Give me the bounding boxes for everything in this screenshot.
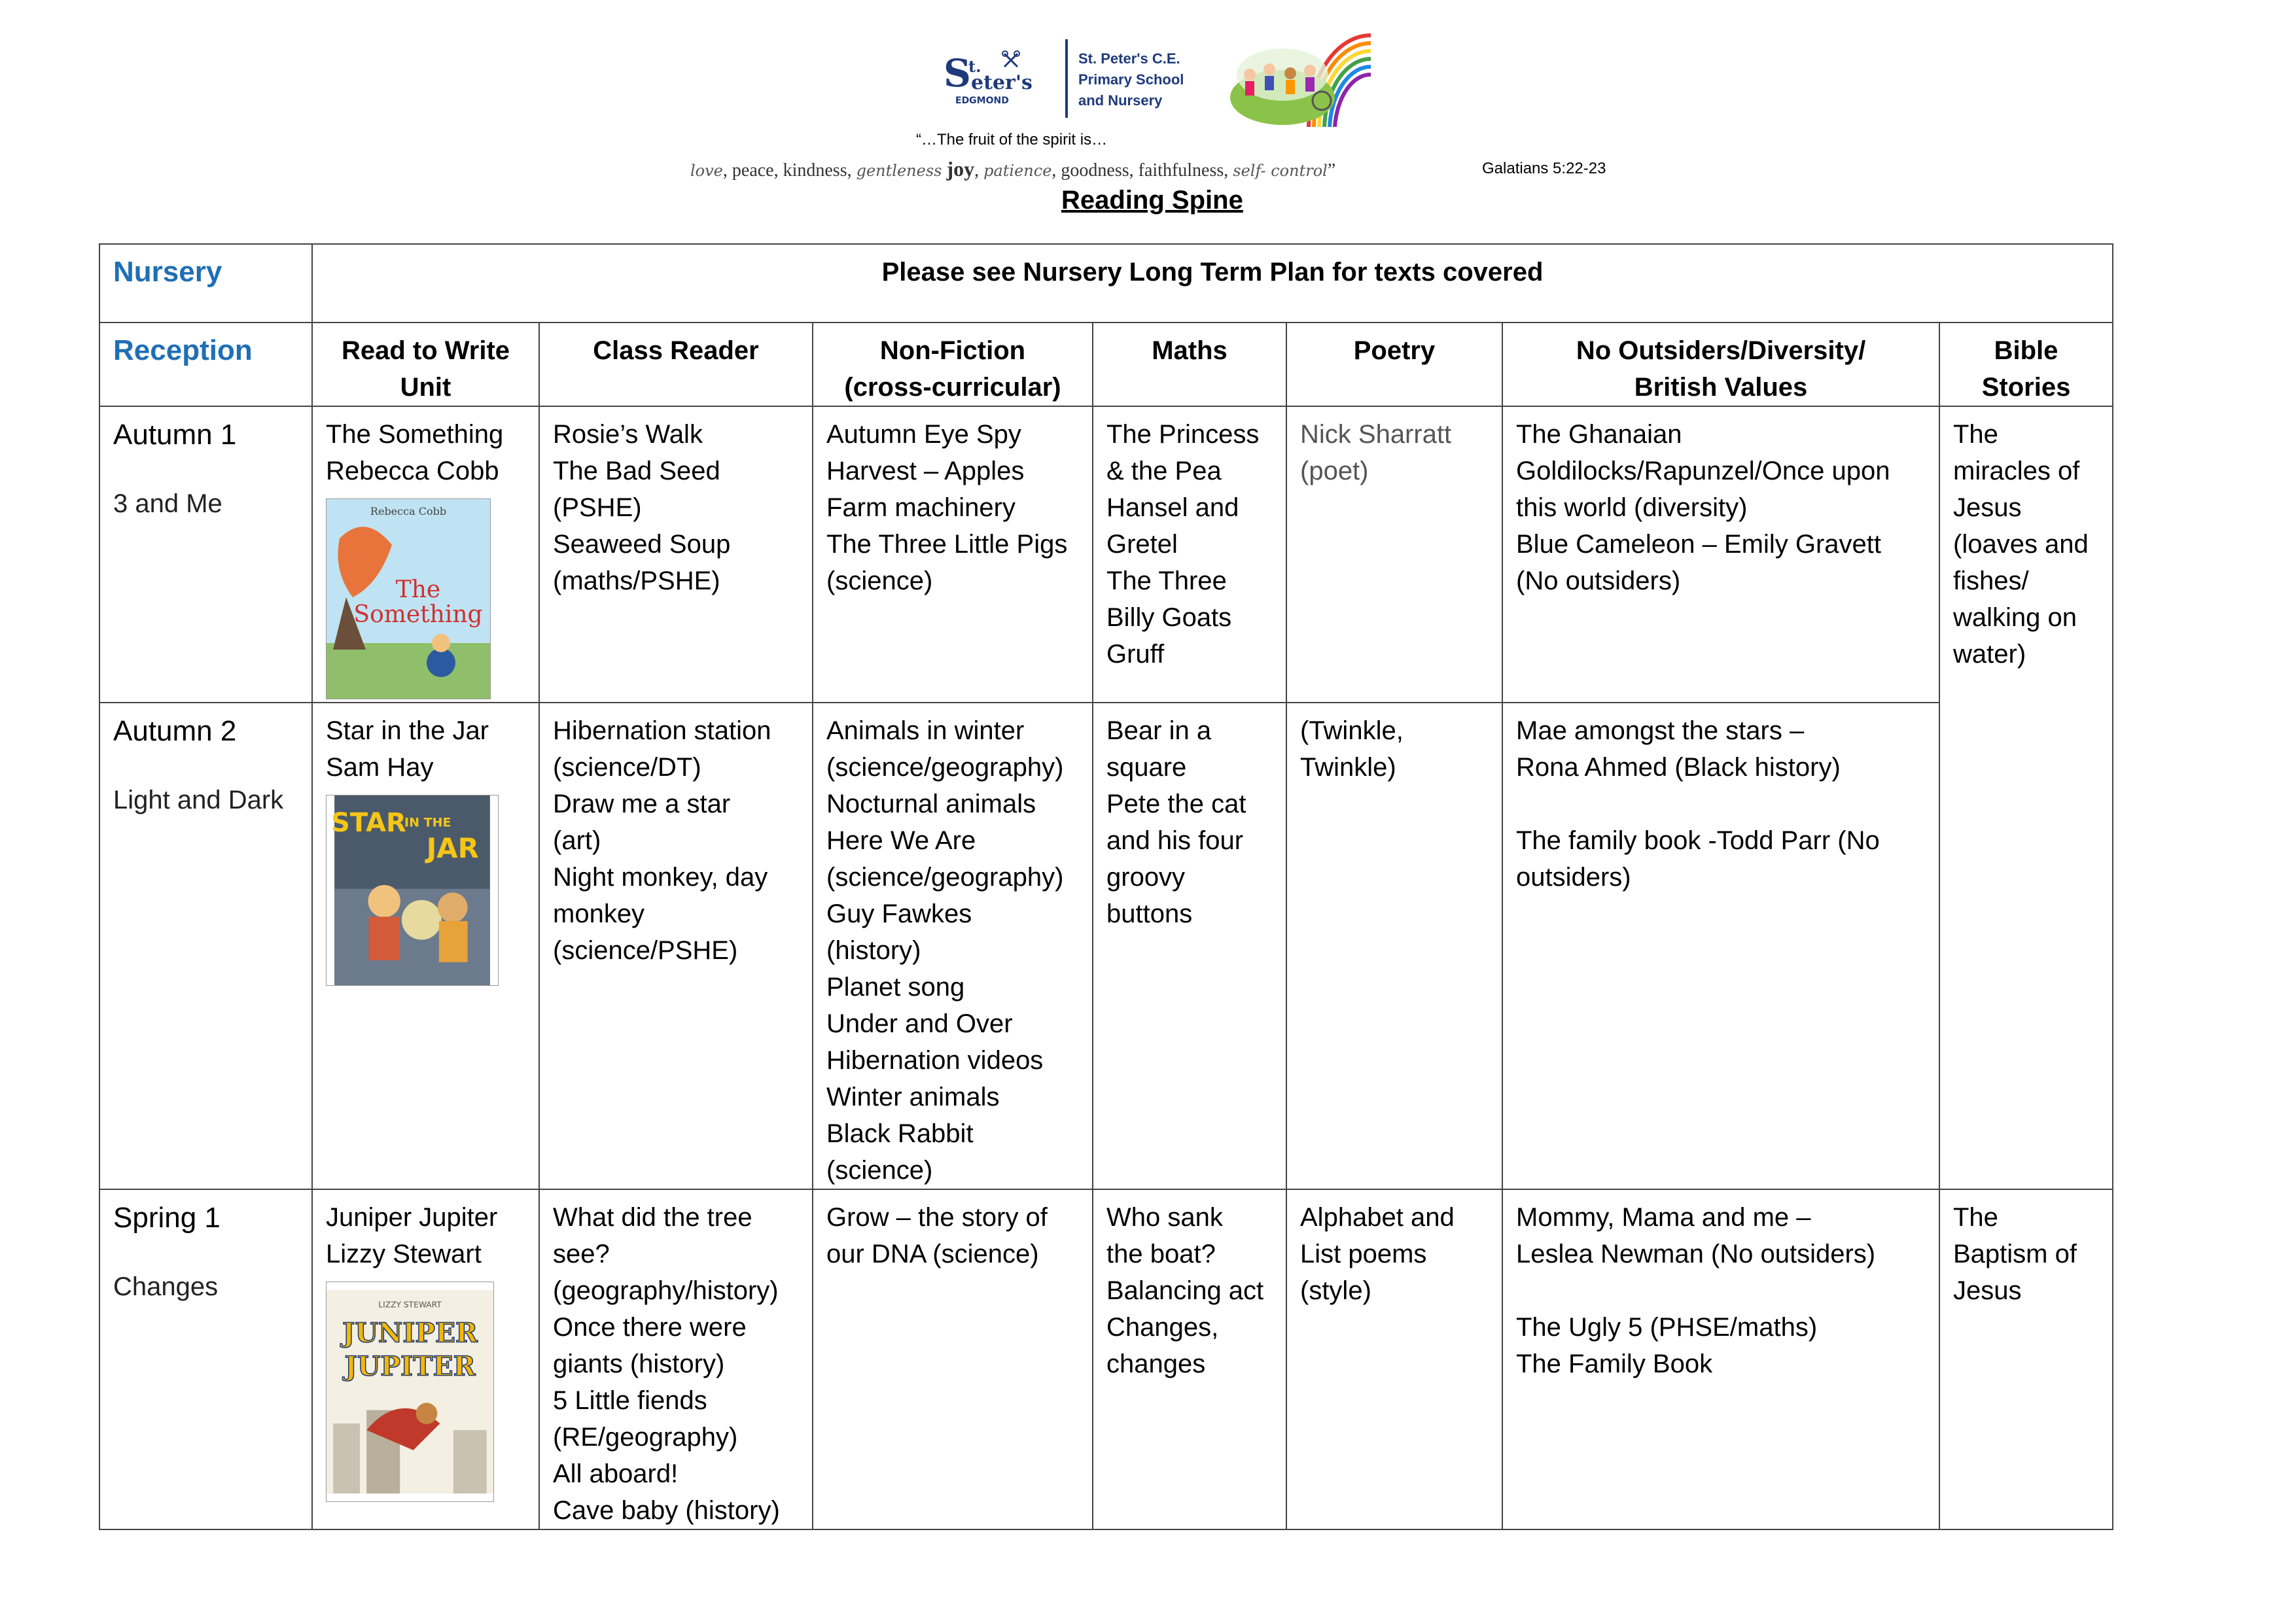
read-to-write-cell [312, 703, 539, 1189]
list-item: Gruff [1106, 640, 1165, 669]
column-header-read-to-write [312, 323, 539, 406]
list-item: Nocturnal animals [826, 790, 1036, 818]
class-reader-cell [539, 406, 813, 703]
term-name: Autumn 2 [113, 715, 237, 747]
column-header-line: (cross-curricular) [844, 373, 1061, 402]
list-item: Black Rabbit [826, 1119, 974, 1148]
list-item: All aboard! [553, 1459, 679, 1488]
list-item: miracles of [1953, 457, 2080, 485]
column-header-line: Bible [1994, 336, 2058, 365]
list-item: Hibernation videos [826, 1046, 1044, 1075]
book-cover-author: Rebecca Cobb [370, 505, 447, 517]
list-item: Under and Over [826, 1009, 1013, 1038]
book-author: Sam Hay [326, 753, 434, 782]
school-name-line: and Nursery [1078, 92, 1163, 109]
book-cover-title: IN THE [404, 815, 451, 830]
table-row-nursery [99, 244, 2113, 323]
list-item: (science/geography) [826, 753, 1064, 782]
bible-stories-cell [1939, 1189, 2113, 1529]
book-cover-title: JUNIPER [342, 1317, 478, 1349]
bible-quote-intro: “…The fruit of the spirit is… [916, 131, 1108, 148]
quote-close: ” [1327, 160, 1336, 181]
list-item: Animals in winter [826, 716, 1025, 745]
bible-reference: Galatians 5:22-23 [1482, 160, 1606, 177]
list-item: (science/PSHE) [553, 936, 738, 965]
book-cover-title: JUPITER [344, 1350, 476, 1382]
school-name [1078, 48, 1222, 111]
no-outsiders-cell [1502, 703, 1939, 1189]
school-name-line: St. Peter's C.E. [1078, 50, 1180, 67]
list-item: Night monkey, day [553, 863, 768, 892]
column-header-line: Stories [1981, 373, 2071, 402]
class-reader-cell [539, 1189, 813, 1529]
list-item: fishes/ [1953, 567, 2029, 595]
term-cell [99, 406, 312, 703]
book-cover-title: STAR [331, 808, 406, 839]
svg-text:t.: t. [968, 57, 981, 76]
list-item: (art) [553, 826, 601, 855]
term-topic: Light and Dark [113, 786, 284, 814]
poetry-cell [1286, 406, 1502, 703]
column-header-no-outsiders [1502, 323, 1939, 406]
maths-cell [1093, 406, 1286, 703]
term-topic: 3 and Me [113, 489, 222, 518]
list-item: Here We Are [826, 826, 976, 855]
non-fiction-cell [813, 703, 1093, 1189]
svg-text:EDGMOND: EDGMOND [955, 96, 1009, 106]
list-item: (maths/PSHE) [553, 567, 720, 595]
book-cover-author: LIZZY STEWART [378, 1300, 442, 1310]
list-item: Gretel [1106, 530, 1178, 559]
book-title: Star in the Jar [326, 716, 489, 745]
list-item: Billy Goats [1106, 603, 1232, 632]
logo-divider [1065, 39, 1068, 118]
column-header-non-fiction [813, 323, 1093, 406]
list-item: this world (diversity) [1516, 493, 1748, 522]
list-item: (science) [826, 1156, 933, 1185]
list-item: Draw me a star [553, 790, 731, 818]
column-header-maths [1093, 323, 1286, 406]
read-to-write-cell [312, 406, 539, 703]
column-header-bible-stories [1939, 323, 2113, 406]
term-cell [99, 1189, 312, 1529]
list-item: The family book -Todd Parr (No [1516, 826, 1880, 855]
list-item: The Ugly 5 (PHSE/maths) [1516, 1313, 1818, 1342]
list-item: changes [1106, 1350, 1206, 1378]
list-item: The Bad Seed [553, 457, 720, 485]
term-cell [99, 703, 312, 1189]
list-item: walking on [1953, 603, 2077, 632]
list-item: 5 Little fiends [553, 1386, 707, 1415]
list-item: Rona Ahmed (Black history) [1516, 753, 1841, 782]
column-header-line: Class Reader [593, 336, 759, 365]
fruit-love: love [690, 162, 723, 180]
table-row-autumn-1 [99, 406, 2113, 703]
book-cover-star-in-the-jar [326, 795, 499, 986]
fruit-of-spirit-line: love, peace, kindness, gentleness joy, patience, goodness, faithfulness, self- control” [690, 157, 1336, 181]
column-header-class-reader [539, 323, 813, 406]
list-item: The Family Book [1516, 1350, 1713, 1378]
list-item: The Three [1106, 567, 1227, 595]
term-name: Autumn 1 [113, 419, 237, 451]
page-title: Reading Spine [1061, 186, 1243, 215]
nursery-label: Nursery [113, 256, 222, 288]
non-fiction-cell [813, 406, 1093, 703]
list-item: Jesus [1953, 493, 2022, 522]
list-item: Cave baby (history) [553, 1496, 780, 1525]
table-row-autumn-2 [99, 703, 2113, 1189]
fruit-joy: joy [946, 157, 975, 181]
list-item: our DNA (science) [826, 1240, 1039, 1268]
list-item: Rosie’s Walk [553, 420, 703, 449]
svg-text:eter's: eter's [971, 71, 1033, 94]
list-item: Nick Sharratt [1300, 420, 1452, 449]
list-item: Changes, [1106, 1313, 1219, 1342]
list-item: (science) [826, 567, 933, 595]
fruit-self-control: self- control [1233, 162, 1328, 180]
list-item: Leslea Newman (No outsiders) [1516, 1240, 1876, 1268]
list-item: (loaves and [1953, 530, 2089, 559]
nursery-note: Please see Nursery Long Term Plan for texts covered [881, 258, 1544, 287]
page-header [0, 0, 2296, 216]
list-item: List poems [1300, 1240, 1427, 1268]
list-item: (poet) [1300, 457, 1369, 485]
list-item: (geography/history) [553, 1276, 779, 1305]
svg-text:S: S [944, 51, 971, 96]
list-item: Blue Cameleon – Emily Gravett [1516, 530, 1882, 559]
book-author: Rebecca Cobb [326, 457, 499, 485]
list-item: the boat? [1106, 1240, 1216, 1268]
fruit-goodness-faithfulness: , goodness, faithfulness, [1051, 160, 1233, 181]
list-item: Hansel and [1106, 493, 1239, 522]
school-crest-logo [942, 46, 1040, 111]
list-item: Pete the cat [1106, 790, 1246, 818]
read-to-write-cell [312, 1189, 539, 1529]
list-item: (style) [1300, 1276, 1371, 1305]
non-fiction-cell [813, 1189, 1093, 1529]
list-item: Alphabet and [1300, 1203, 1455, 1232]
list-item: and his four [1106, 826, 1244, 855]
list-item: Hibernation station [553, 716, 771, 745]
list-item: Grow – the story of [826, 1203, 1048, 1232]
list-item: buttons [1106, 899, 1193, 928]
list-item: groovy [1106, 863, 1186, 892]
list-item: Jesus [1953, 1276, 2022, 1305]
list-item: giants (history) [553, 1350, 725, 1378]
maths-cell [1093, 703, 1286, 1189]
list-item: Harvest – Apples [826, 457, 1025, 485]
bible-stories-cell [1939, 406, 2113, 1189]
list-item: monkey [553, 899, 645, 928]
list-item: Baptism of [1953, 1240, 2077, 1268]
book-title: The Something [326, 420, 504, 449]
list-item: Mommy, Mama and me – [1516, 1203, 1811, 1232]
list-item: Autumn Eye Spy [826, 420, 1021, 449]
list-item: (science/DT) [553, 753, 701, 782]
list-item: Seaweed Soup [553, 530, 731, 559]
column-header-line: British Values [1634, 373, 1808, 402]
reading-spine-table [99, 243, 2113, 1530]
list-item: The Princess [1106, 420, 1260, 449]
fruit-peace-kindness: , peace, kindness, [722, 160, 857, 181]
list-item: The Three Little Pigs [826, 530, 1068, 559]
column-header-line: Maths [1152, 336, 1227, 365]
list-item: What did the tree [553, 1203, 752, 1232]
nursery-note-cell [312, 244, 2113, 323]
book-cover-juniper-jupiter [326, 1282, 494, 1502]
list-item: Once there were [553, 1313, 747, 1342]
list-item: Farm machinery [826, 493, 1016, 522]
book-cover-title: Something [353, 601, 483, 628]
book-cover-title: JAR [426, 832, 479, 865]
table-row-spring-1 [99, 1189, 2113, 1529]
list-item: outsiders) [1516, 863, 1631, 892]
list-item: (No outsiders) [1516, 567, 1681, 595]
school-name-line: Primary School [1078, 71, 1184, 88]
list-item: Balancing act [1106, 1276, 1264, 1305]
book-author: Lizzy Stewart [326, 1240, 482, 1268]
list-item: (Twinkle, [1300, 716, 1404, 745]
class-reader-cell [539, 703, 813, 1189]
list-item: The [1953, 1203, 1998, 1232]
list-item: & the Pea [1106, 457, 1222, 485]
list-item: (history) [826, 936, 921, 965]
no-outsiders-cell [1502, 406, 1939, 703]
list-item: see? [553, 1240, 610, 1268]
column-header-line: Non-Fiction [879, 336, 1026, 365]
list-item: The Ghanaian [1516, 420, 1682, 449]
list-item: Bear in a [1106, 716, 1212, 745]
table-header-row [99, 323, 2113, 406]
reception-label: Reception [113, 334, 253, 366]
list-item: Guy Fawkes [826, 899, 972, 928]
maths-cell [1093, 1189, 1286, 1529]
book-cover-the-something [326, 498, 491, 699]
list-item: Planet song [826, 973, 965, 1002]
list-item: Who sank [1106, 1203, 1223, 1232]
list-item: Goldilocks/Rapunzel/Once upon [1516, 457, 1890, 485]
column-header-line: Read to Write [341, 336, 510, 365]
poetry-cell [1286, 703, 1502, 1189]
term-name: Spring 1 [113, 1202, 221, 1234]
list-item: Mae amongst the stars – [1516, 716, 1805, 745]
column-header-poetry [1286, 323, 1502, 406]
list-item: (science/geography) [826, 863, 1064, 892]
list-item: Twinkle) [1300, 753, 1396, 782]
term-topic: Changes [113, 1272, 219, 1301]
book-title: Juniper Jupiter [326, 1203, 498, 1232]
list-item: square [1106, 753, 1187, 782]
fruit-gentleness: gentleness [856, 162, 942, 180]
poetry-cell [1286, 1189, 1502, 1529]
column-header-line: Poetry [1353, 336, 1436, 365]
no-outsiders-cell [1502, 1189, 1939, 1529]
book-cover-title: The [395, 576, 441, 603]
rainbow-children-logo [1230, 29, 1371, 127]
list-item: (RE/geography) [553, 1423, 738, 1452]
fruit-patience: patience [983, 162, 1052, 180]
nursery-label-cell [99, 244, 312, 323]
reception-label-cell [99, 323, 312, 406]
list-item: (PSHE) [553, 493, 642, 522]
list-item: The [1953, 420, 1998, 449]
list-item: water) [1953, 640, 2026, 669]
column-header-line: No Outsiders/Diversity/ [1576, 336, 1866, 365]
column-header-line: Unit [400, 373, 451, 402]
list-item: Winter animals [826, 1083, 1000, 1111]
